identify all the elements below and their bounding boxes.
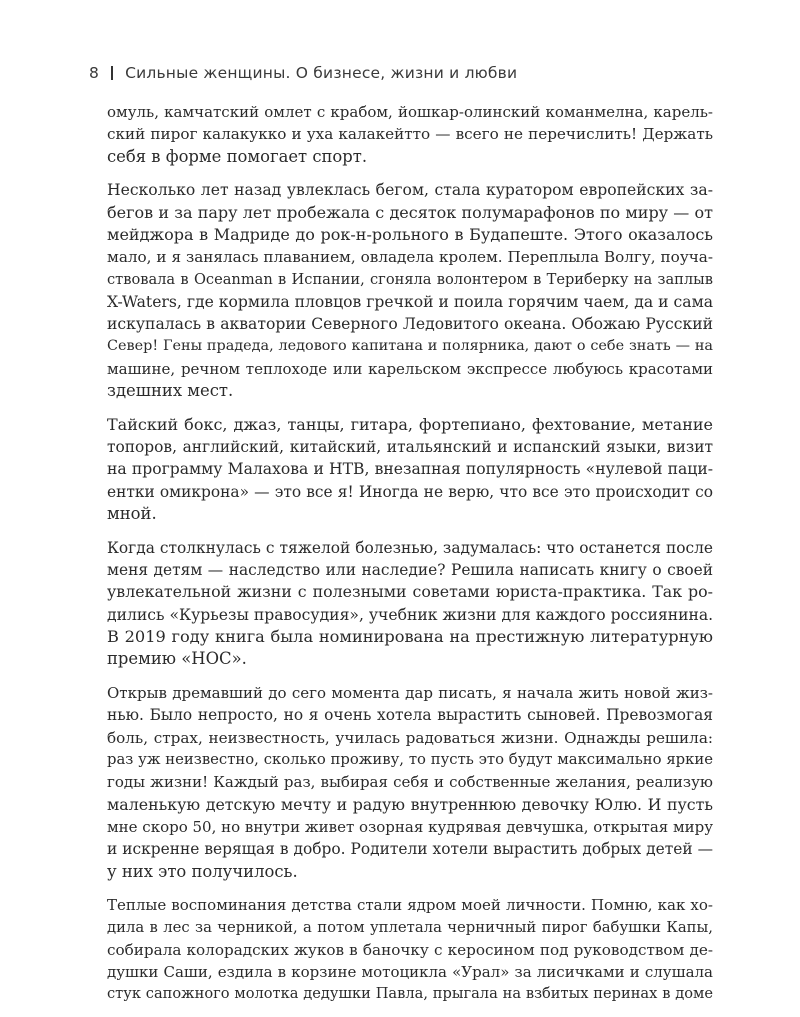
text-line: мейджора в Мадриде до рок-н-рольного в Будапеште. Этого оказалось <box>107 224 713 244</box>
text-line: стук сапожного молотка дедушки Павла, прыгала на взбитых перинах в доме <box>107 985 713 1003</box>
text-line: душки Саши, ездила в корзине мотоцикла «Урал» за лисичками и слушала <box>107 963 713 982</box>
text-line: маленькую детскую мечту и радую внутреннюю девочку Юлю. И пусть <box>107 794 713 814</box>
text-line: премию «НОС». <box>107 649 247 669</box>
text-line: здешних мест. <box>107 381 234 401</box>
text-line: на программу Малахова и НТВ, внезапная популярность «нулевой паци- <box>107 460 713 479</box>
text-line: машине, речном теплоходе или карельском экспрессе любуюсь красотами <box>107 359 713 378</box>
text-line: Открыв дремавший до сего момента дар писать, я начала жить новой жиз- <box>107 684 713 703</box>
text-line: ентки омикрона» — это все я! Иногда не верю, что все это происходит со <box>107 482 713 501</box>
book-title: Сильные женщины. О бизнесе, жизни и любви <box>125 64 518 82</box>
text-line: ский пирог калакукко и уха калакейтто — всего не перечислить! Держать <box>107 125 713 144</box>
text-line: топоров, английский, китайский, итальянский и испанский языки, визит <box>107 438 713 457</box>
text-line: бегов и за пару лет пробежала с десяток полумарафонов по миру — от <box>107 202 713 222</box>
header-divider <box>111 66 113 80</box>
paragraph <box>107 101 713 168</box>
text-line: боль, страх, неизвестность, училась радоваться жизни. Однажды решила: <box>107 728 713 747</box>
paragraph <box>107 894 713 1005</box>
running-header <box>89 62 517 84</box>
text-line: X-Waters, где кормила пловцов гречкой и поила горячим чаем, да и сама <box>107 292 713 311</box>
text-line: меня детям — наследство или наследие? Решила написать книгу о своей <box>107 561 713 580</box>
text-line: мало, и я занялась плаванием, овладела кролем. Переплыла Волгу, поуча- <box>107 248 713 267</box>
text-line: и искренне верящая в добро. Родители хотели вырастить добрых детей — <box>107 840 713 859</box>
text-line: Тайский бокс, джаз, танцы, гитара, фортепиано, фехтование, метание <box>107 414 713 434</box>
text-line: ствовала в Oceanman в Испании, сгоняла волонтером в Териберку на заплыв <box>107 270 713 288</box>
text-line: мной. <box>107 504 157 524</box>
text-line: омуль, камчатский омлет с крабом, йошкар-олинский команмелна, карель- <box>107 103 713 121</box>
body-text <box>107 101 713 1017</box>
paragraph <box>107 682 713 883</box>
text-line: нью. Было непросто, но я очень хотела вырастить сыновей. Превозмогая <box>107 706 713 725</box>
text-line: дились «Курьезы правосудия», учебник жизни для каждого россиянина. <box>107 605 714 624</box>
text-line: Север! Гены прадеда, ледового капитана и полярника, дают о себе знать — на <box>107 338 713 355</box>
text-line: себя в форме помогает спорт. <box>107 146 368 166</box>
text-line: Несколько лет назад увлеклась бегом, стала куратором европейских за- <box>107 181 713 200</box>
paragraph <box>107 414 713 525</box>
text-line: дила в лес за черникой, а потом уплетала черничный пирог бабушки Капы, <box>107 918 713 936</box>
text-line: мне скоро 50, но внутри живет озорная кудрявая девчушка, открытая миру <box>107 817 714 836</box>
page-number: 8 <box>89 64 100 82</box>
paragraph <box>107 179 713 402</box>
text-line: собирала колорадских жуков в баночку с керосином под руководством де- <box>107 940 713 959</box>
paragraph <box>107 537 713 671</box>
text-line: раз уж неизвестно, сколько проживу, то пусть это будут максимально яркие <box>107 751 713 769</box>
text-line: Когда столкнулась с тяжелой болезнью, задумалась: что останется после <box>107 538 713 557</box>
text-line: годы жизни! Каждый раз, выбирая себя и собственные желания, реализую <box>107 773 713 792</box>
text-line: Теплые воспоминания детства стали ядром моей личности. Помню, как хо- <box>107 896 713 915</box>
text-line: искупалась в акватории Северного Ледовитого океана. Обожаю Русский <box>107 315 713 334</box>
text-line: увлекательной жизни с полезными советами юриста-практика. Так ро- <box>107 582 713 602</box>
text-line: В 2019 году книга была номинирована на престижную литературную <box>107 627 713 647</box>
text-line: у них это получилось. <box>107 861 298 881</box>
